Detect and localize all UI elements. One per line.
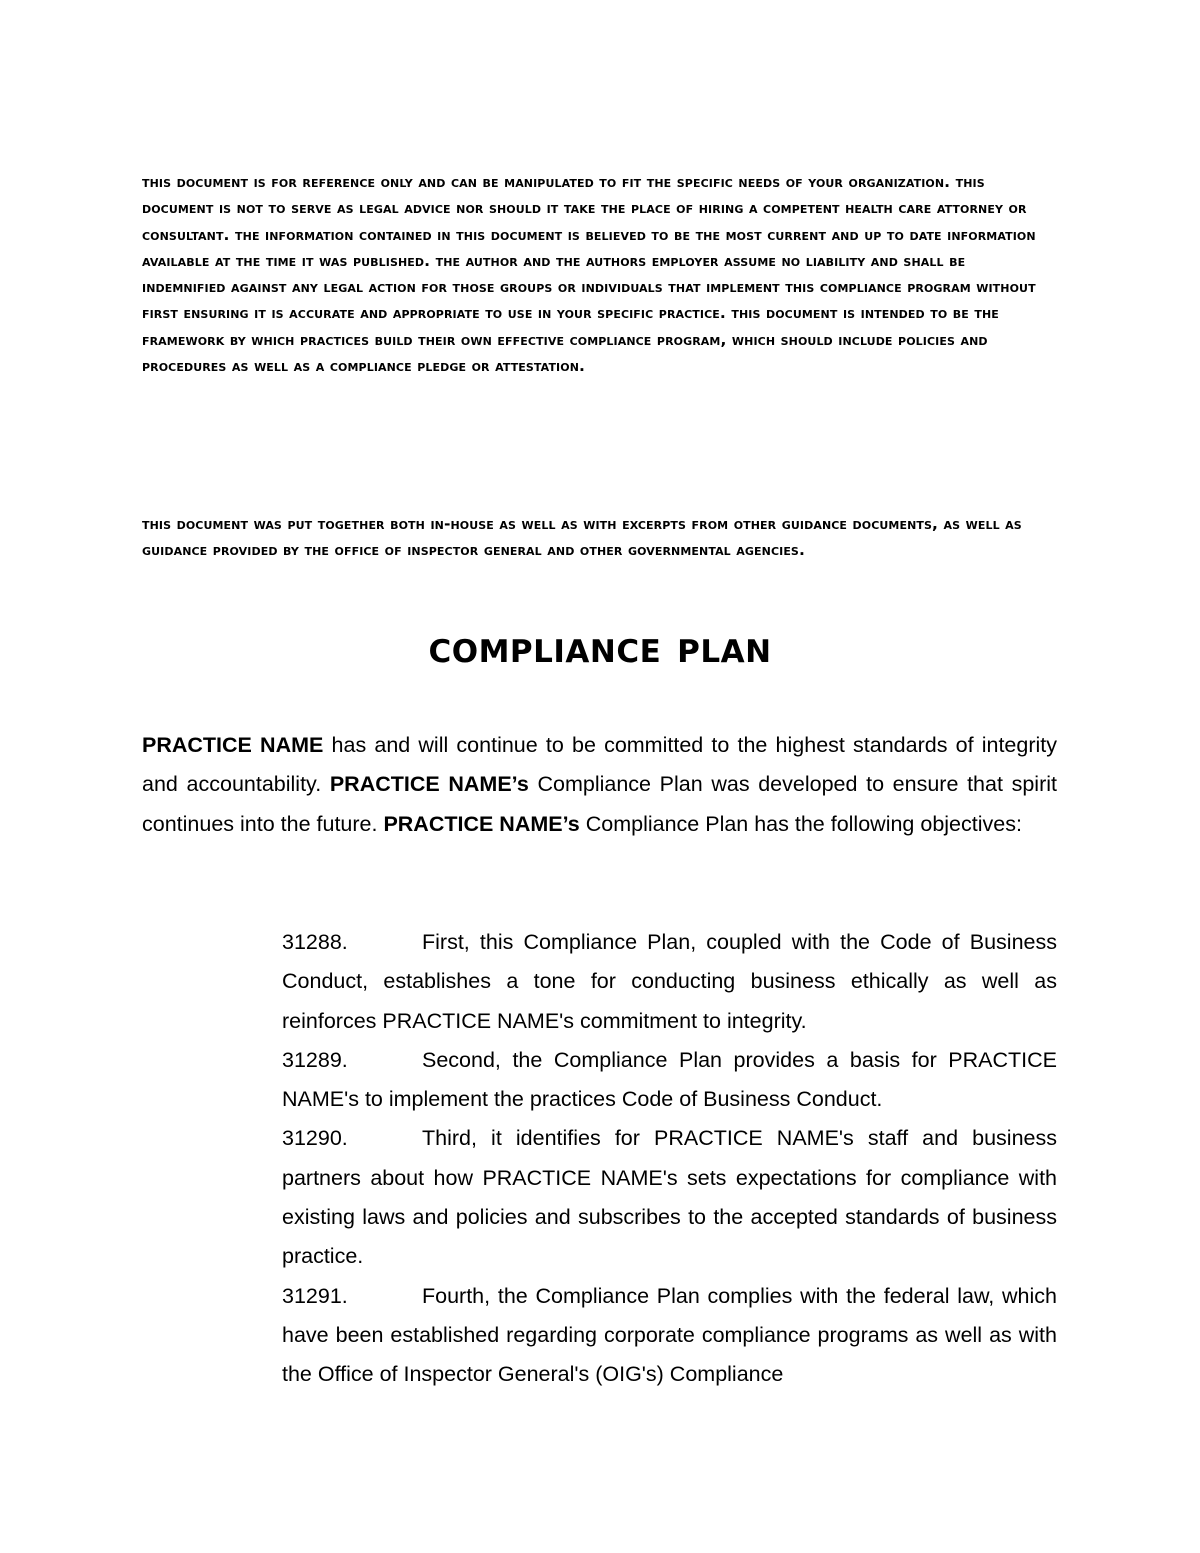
objective-item: [282, 923, 1057, 1041]
objective-text: Second, the Compliance Plan provides a basis for PRACTICE NAME's to implement the practices Code of Business Conduct.: [282, 1047, 1057, 1112]
objective-item: [282, 1041, 1057, 1120]
disclaimer-paragraph-1: this document is for reference only and can be manipulated to fit the specific needs of your organization. this document is not to serve as legal advice nor should it take the place of hiring a competent health care attorney or consultant. the information contained in this document is believed to be the most current and up to date information available at the time it was published. the author and the authors employer assume no liability and shall be indemnified against any legal action for those groups or individuals that implement this compliance program without first ensuring it is accurate and appropriate to use in your specific practice. this document is intended to be the framework by which practices build their own effective compliance program, which should include policies and procedures as well as a compliance pledge or attestation.: [142, 173, 1036, 376]
disclaimer-paragraph-2: this document was put together both in-house as well as with excerpts from other guidance documents, as well as guidance provided by the office of inspector general and other governmental agencies.: [142, 515, 1022, 560]
document-title: compliance plan: [428, 622, 772, 673]
intro-text: has and will continue to be committed to the highest standards of integrity and accountability.: [142, 733, 1058, 797]
objective-text: Fourth, the Compliance Plan complies with the federal law, which have been established regarding corporate compliance programs as well as with the Office of Inspector General's (OIG's) Compliance: [282, 1283, 1057, 1387]
objective-number: 31289.: [282, 1047, 348, 1072]
practice-name: PRACTICE NAME: [142, 733, 324, 757]
practice-name: PRACTICE NAME’s: [383, 811, 580, 836]
objective-number: 31291.: [282, 1283, 348, 1308]
objective-item: [282, 1119, 1057, 1276]
objective-item: [282, 1277, 1057, 1395]
intro-text: Compliance Plan was developed to ensure that spirit continues into the future.: [142, 772, 1057, 836]
intro-text: Compliance Plan has the following objectives:: [579, 811, 1022, 836]
objective-number: 31290.: [282, 1126, 348, 1151]
intro-paragraph: [142, 726, 1057, 844]
objective-text: Third, it identifies for PRACTICE NAME's staff and business partners about how PRACTICE NAME's sets expectations for compliance with existing laws and policies and subscribes to the accepted standards of business practice.: [282, 1126, 1057, 1269]
objective-number: 31288.: [282, 930, 348, 954]
objectives-list: [282, 923, 1057, 1395]
practice-name: PRACTICE NAME’s: [329, 772, 529, 797]
objective-text: First, this Compliance Plan, coupled with the Code of Business Conduct, establishes a tone for conducting business ethically as well as reinforces PRACTICE NAME's commitment to integrity.: [282, 930, 1057, 1033]
